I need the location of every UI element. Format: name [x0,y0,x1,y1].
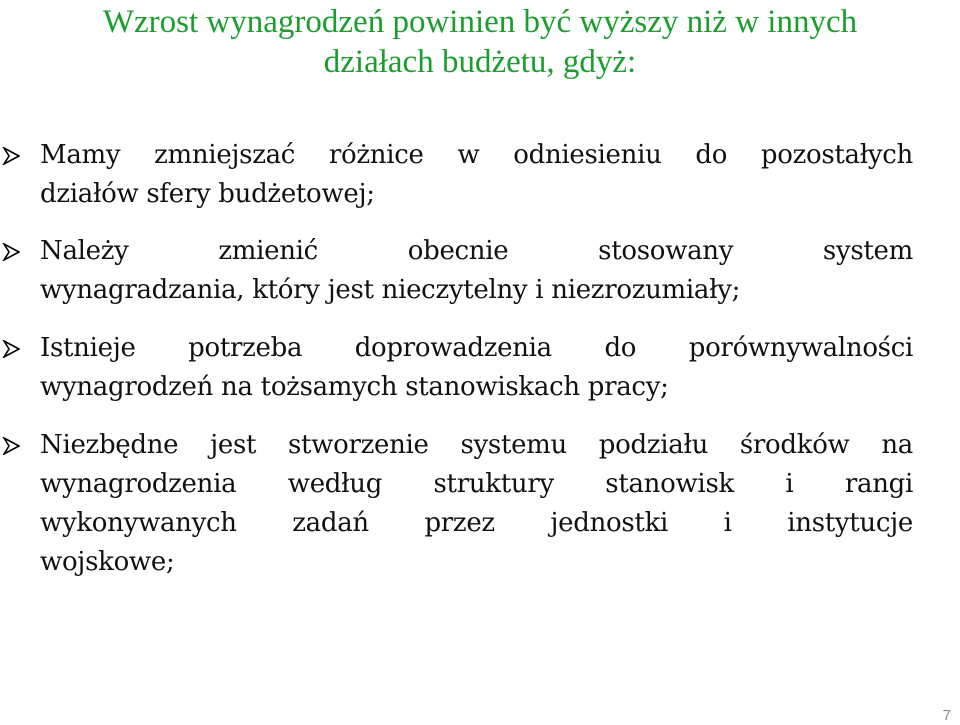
arrowhead-bullet-icon [2,147,20,165]
bullet-line: Istnieje potrzeba doprowadzenia do porównywalności [40,333,913,363]
bullet-line: wynagrodzenia według struktury stanowisk i rangi [40,469,913,499]
bullet-line: Należy zmienić obecnie stosowany system [40,236,913,266]
page-number: 7 [942,707,951,724]
bullet-line: wynagrodzeń na tożsamych stanowiskach pracy; [40,372,669,402]
bullet-line: wynagradzania, który jest nieczytelny i niezrozumiały; [40,275,741,305]
slide-title [0,2,960,82]
bullet-line: wykonywanych zadań przez jednostki i instytucje [40,508,913,538]
slide-title-line-2: działach budżetu, gdyż: [323,44,637,80]
bullet-line: działów sfery budżetowej; [40,179,375,209]
bullet-line: Niezbędne jest stworzenie systemu podziału środków na [40,430,913,460]
bullet-text [40,329,913,407]
bullet-line: wojskowe; [40,547,175,577]
arrowhead-bullet-icon [2,437,20,455]
arrowhead-bullet-icon [2,340,20,358]
bullet-text [40,232,913,310]
bullet-text [40,426,913,582]
bullet-line: Mamy zmniejszać różnice w odniesieniu do pozostałych [40,140,913,170]
arrowhead-bullet-icon [2,243,20,261]
slide-title-line-1: Wzrost wynagrodzeń powinien być wyższy niż w innych [102,4,858,40]
bullet-text [40,136,913,214]
